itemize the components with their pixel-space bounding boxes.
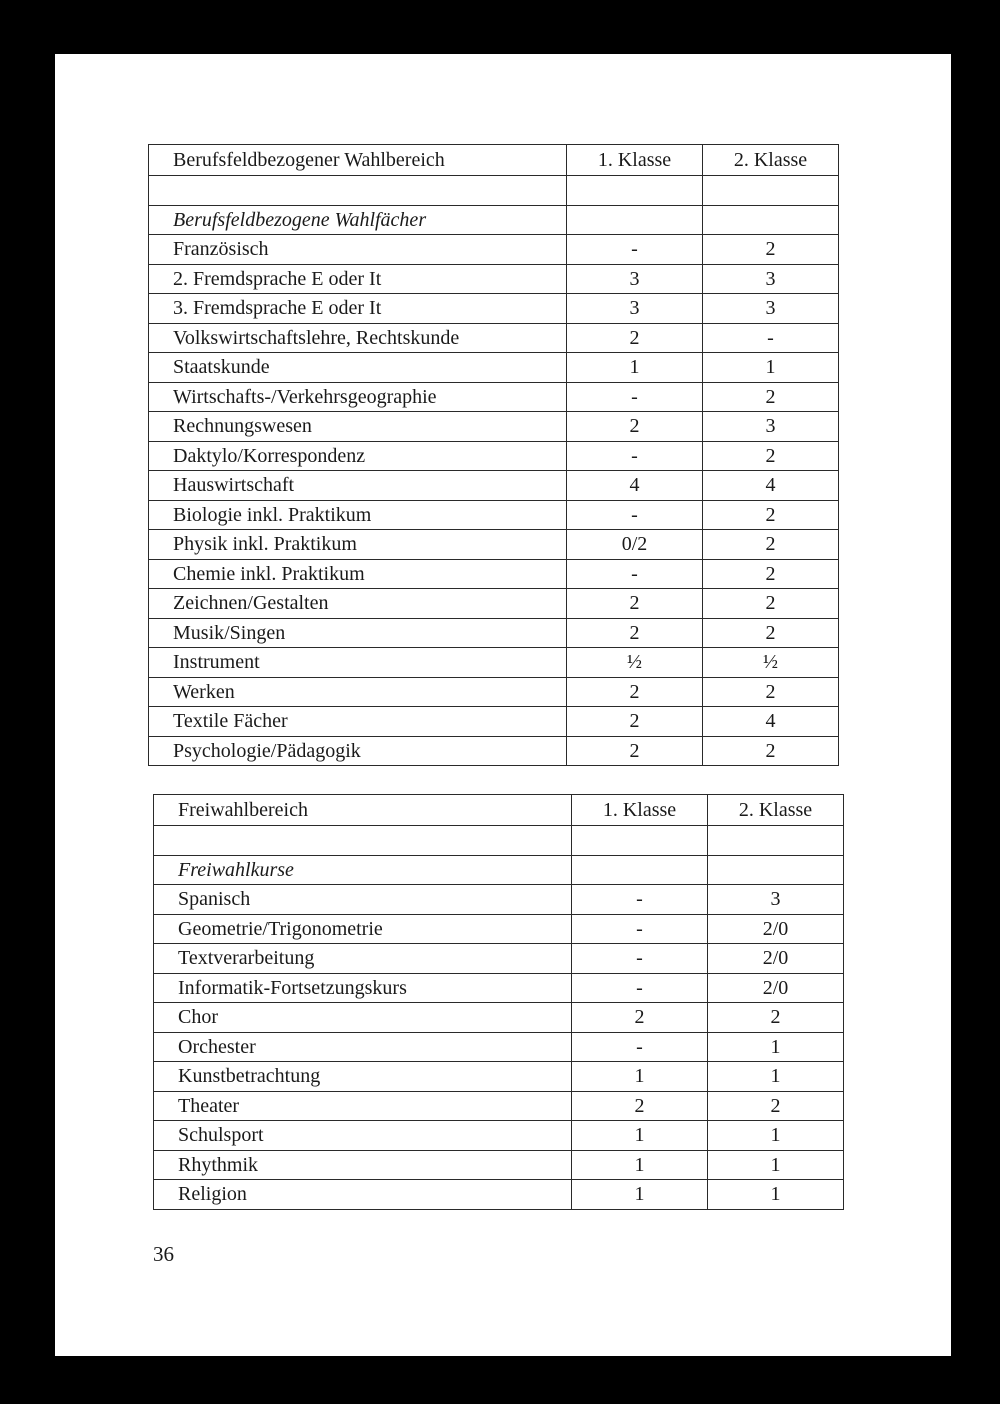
table-row [154,1091,844,1121]
klasse-1-cell: 1 [572,1180,708,1210]
klasse-2-cell: 1 [708,1180,844,1210]
table-row [154,944,844,974]
subject-cell: Werken [149,677,567,707]
subject-cell: Hauswirtschaft [149,471,567,501]
table-row [154,1150,844,1180]
klasse-2-cell: 1 [708,1032,844,1062]
column-header-klasse-2: 2. Klasse [703,145,839,176]
klasse-2-cell: 2 [703,500,839,530]
klasse-1-cell: 0/2 [567,530,703,560]
subject-cell: Textverarbeitung [154,944,572,974]
klasse-2-cell: 1 [703,353,839,383]
table-row [149,471,839,501]
klasse-1-cell: 4 [567,471,703,501]
table-row [154,973,844,1003]
klasse-1-cell: 2 [567,618,703,648]
klasse-2-cell: - [703,323,839,353]
subheading-row [149,205,839,235]
column-header-klasse-1: 1. Klasse [567,145,703,176]
column-header-klasse-2: 2. Klasse [708,795,844,826]
klasse-2-cell: 2 [703,235,839,265]
subject-cell: Geometrie/Trigonometrie [154,914,572,944]
klasse-2-cell: 2/0 [708,973,844,1003]
table-row [154,1180,844,1210]
table-row [154,1003,844,1033]
klasse-1-cell: 3 [567,264,703,294]
klasse-2-cell: 3 [703,264,839,294]
klasse-1-cell: - [572,914,708,944]
subject-cell: Theater [154,1091,572,1121]
subject-cell: 2. Fremdsprache E oder It [149,264,567,294]
table-header-row [149,145,839,176]
klasse-1-cell: 2 [572,1003,708,1033]
klasse-1-cell: - [572,885,708,915]
klasse-1-cell: - [572,973,708,1003]
table-row [154,1032,844,1062]
table-row [149,294,839,324]
klasse-1-cell: 2 [567,736,703,766]
subject-cell: Informatik-Fortsetzungskurs [154,973,572,1003]
subject-cell: Volkswirtschaftslehre, Rechtskunde [149,323,567,353]
subject-cell: Physik inkl. Praktikum [149,530,567,560]
subject-cell: Spanisch [154,885,572,915]
klasse-1-cell: - [567,382,703,412]
table-row [149,264,839,294]
klasse-1-cell: - [572,1032,708,1062]
klasse-1-cell: 3 [567,294,703,324]
table-row [149,648,839,678]
subject-cell: Biologie inkl. Praktikum [149,500,567,530]
document-page [55,54,951,1356]
klasse-1-cell: 1 [572,1121,708,1151]
table-row [149,559,839,589]
klasse-2-cell: 1 [708,1121,844,1151]
table-row [154,1062,844,1092]
subject-cell: Staatskunde [149,353,567,383]
blank-row [149,176,839,206]
klasse-1-cell: 2 [572,1091,708,1121]
subject-cell: Wirtschafts-/Verkehrsgeographie [149,382,567,412]
table-row [149,500,839,530]
table-row [149,382,839,412]
klasse-1-cell: 1 [572,1062,708,1092]
subject-cell: 3. Fremdsprache E oder It [149,294,567,324]
klasse-1-cell: ½ [567,648,703,678]
klasse-2-cell: 2 [703,736,839,766]
table-title: Freiwahlbereich [154,795,572,826]
wahlbereich-table [148,144,839,766]
klasse-2-cell: 2 [703,559,839,589]
page-number: 36 [153,1242,174,1266]
table-row [149,441,839,471]
klasse-2-cell: 2 [703,677,839,707]
klasse-2-cell: ½ [703,648,839,678]
subheading-row [154,855,844,885]
table-row [149,736,839,766]
blank-row [154,826,844,856]
klasse-1-cell: 2 [567,707,703,737]
klasse-1-cell: 2 [567,677,703,707]
subject-cell: Chor [154,1003,572,1033]
subject-cell: Religion [154,1180,572,1210]
klasse-2-cell: 2/0 [708,914,844,944]
subject-cell: Rhythmik [154,1150,572,1180]
klasse-2-cell: 2 [708,1003,844,1033]
klasse-2-cell: 4 [703,707,839,737]
klasse-1-cell: 2 [567,412,703,442]
subject-cell: Musik/Singen [149,618,567,648]
table-row [149,589,839,619]
klasse-2-cell: 2 [703,530,839,560]
klasse-2-cell: 4 [703,471,839,501]
klasse-1-cell: - [572,944,708,974]
table-row [149,618,839,648]
klasse-1-cell: - [567,441,703,471]
table-row [149,235,839,265]
table-subheading: Freiwahlkurse [154,855,572,885]
table-row [149,530,839,560]
subject-cell: Chemie inkl. Praktikum [149,559,567,589]
klasse-1-cell: - [567,559,703,589]
table-subheading: Berufsfeldbezogene Wahlfächer [149,205,567,235]
freiwahlbereich-table [153,794,844,1210]
klasse-1-cell: 2 [567,323,703,353]
subject-cell: Psychologie/Pädagogik [149,736,567,766]
subject-cell: Daktylo/Korrespondenz [149,441,567,471]
klasse-2-cell: 2 [703,441,839,471]
subject-cell: Kunstbetrachtung [154,1062,572,1092]
subject-cell: Rechnungswesen [149,412,567,442]
table-row [154,885,844,915]
klasse-1-cell: - [567,500,703,530]
subject-cell: Schulsport [154,1121,572,1151]
table-row [149,677,839,707]
klasse-2-cell: 3 [703,412,839,442]
klasse-2-cell: 1 [708,1150,844,1180]
table-row [149,412,839,442]
table-row [149,353,839,383]
klasse-2-cell: 3 [708,885,844,915]
klasse-2-cell: 3 [703,294,839,324]
subject-cell: Instrument [149,648,567,678]
table-row [149,707,839,737]
klasse-1-cell: 1 [567,353,703,383]
klasse-2-cell: 2 [703,618,839,648]
klasse-2-cell: 2 [703,382,839,412]
table-row [154,1121,844,1151]
klasse-1-cell: - [567,235,703,265]
column-header-klasse-1: 1. Klasse [572,795,708,826]
subject-cell: Textile Fächer [149,707,567,737]
table-row [149,323,839,353]
klasse-1-cell: 1 [572,1150,708,1180]
subject-cell: Französisch [149,235,567,265]
klasse-2-cell: 2 [708,1091,844,1121]
klasse-1-cell: 2 [567,589,703,619]
table-header-row [154,795,844,826]
table-title: Berufsfeldbezogener Wahlbereich [149,145,567,176]
klasse-2-cell: 2 [703,589,839,619]
klasse-2-cell: 2/0 [708,944,844,974]
table-row [154,914,844,944]
klasse-2-cell: 1 [708,1062,844,1092]
subject-cell: Orchester [154,1032,572,1062]
subject-cell: Zeichnen/Gestalten [149,589,567,619]
